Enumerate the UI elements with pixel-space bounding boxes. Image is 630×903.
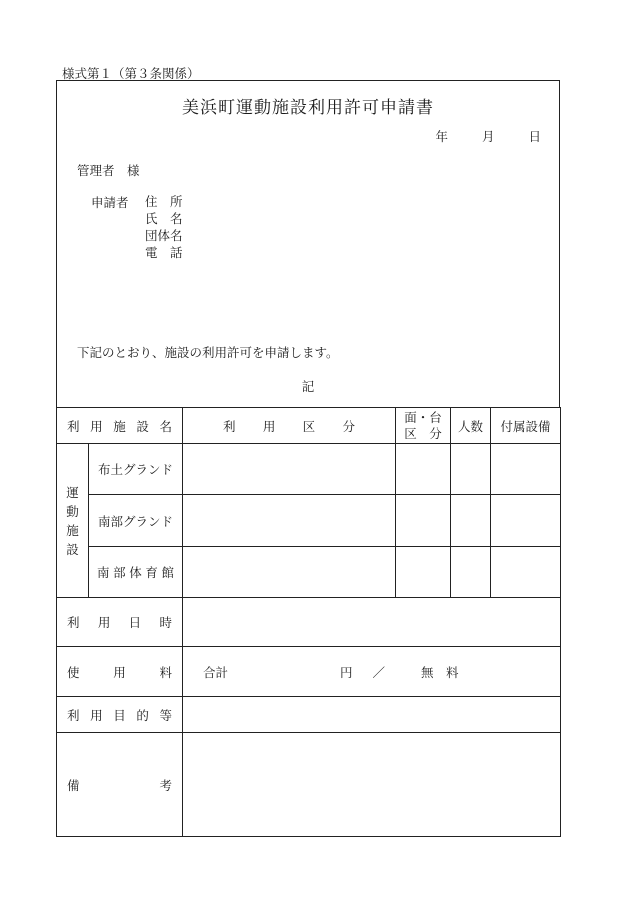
surface-division-cell[interactable] — [396, 495, 451, 547]
people-cell[interactable] — [451, 495, 491, 547]
header-surface-division: 面・台 区 分 — [396, 408, 451, 444]
usage-division-cell[interactable] — [183, 495, 396, 547]
usage-datetime-row — [57, 598, 561, 647]
applicant-label: 申請者 — [91, 195, 129, 210]
fee-slash: ／ — [372, 664, 386, 680]
name-field-label[interactable]: 氏 名 — [145, 211, 183, 226]
purpose-label: 利 用 目 的 等 — [57, 697, 183, 733]
purpose-field[interactable] — [183, 697, 561, 733]
date-line[interactable] — [435, 127, 541, 145]
equipment-cell[interactable] — [491, 547, 561, 598]
fee-field[interactable] — [183, 647, 561, 697]
fee-total-label: 合計 — [203, 664, 229, 680]
applicant-fields — [145, 193, 183, 261]
remarks-row — [57, 733, 561, 837]
fee-row — [57, 647, 561, 697]
equipment-cell[interactable] — [491, 495, 561, 547]
facility-name-nanbu-ground: 南部グランド — [89, 495, 183, 547]
day-label: 日 — [528, 129, 541, 144]
year-label: 年 — [435, 129, 448, 144]
header-usage-division: 利 用 区 分 — [183, 408, 396, 444]
header-equipment: 付属設備 — [491, 408, 561, 444]
month-label: 月 — [481, 129, 495, 144]
sports-facility-label: 運 動 施 設 — [57, 444, 89, 598]
header-people: 人数 — [451, 408, 491, 444]
addressee: 管理者 様 — [77, 163, 140, 178]
remarks-field[interactable] — [183, 733, 561, 837]
group-field-label[interactable]: 団体名 — [145, 228, 183, 243]
facility-name-fudo: 布土グランド — [89, 444, 183, 495]
remarks-label: 備 考 — [57, 733, 183, 837]
header-facility: 利 用 施 設 名 — [57, 408, 183, 444]
surface-division-cell[interactable] — [396, 444, 451, 495]
ki-label: 記 — [301, 379, 315, 394]
people-cell[interactable] — [451, 444, 491, 495]
form-number-label: 様式第１（第３条関係） — [62, 66, 200, 81]
application-header-box — [56, 80, 560, 407]
purpose-row — [57, 697, 561, 733]
surface-division-cell[interactable] — [396, 547, 451, 598]
table-header-row — [57, 408, 561, 444]
fee-free-option[interactable]: 無 料 — [421, 664, 459, 680]
people-cell[interactable] — [451, 547, 491, 598]
usage-datetime-label: 利 用 日 時 — [57, 598, 183, 647]
request-statement: 下記のとおり、施設の利用許可を申請します。 — [77, 345, 339, 360]
table-row — [57, 444, 561, 495]
usage-datetime-field[interactable] — [183, 598, 561, 647]
table-row — [57, 495, 561, 547]
facility-usage-table — [56, 407, 561, 837]
form-title: 美浜町運動施設利用許可申請書 — [182, 98, 434, 118]
usage-division-cell[interactable] — [183, 547, 396, 598]
equipment-cell[interactable] — [491, 444, 561, 495]
fee-yen-label: 円 — [340, 664, 353, 680]
usage-division-cell[interactable] — [183, 444, 396, 495]
facility-name-nanbu-gym: 南 部 体 育 館 — [89, 547, 183, 598]
address-field-label[interactable]: 住 所 — [145, 194, 183, 209]
table-row — [57, 547, 561, 598]
fee-label: 使 用 料 — [57, 647, 183, 697]
phone-field-label[interactable]: 電 話 — [145, 245, 183, 260]
